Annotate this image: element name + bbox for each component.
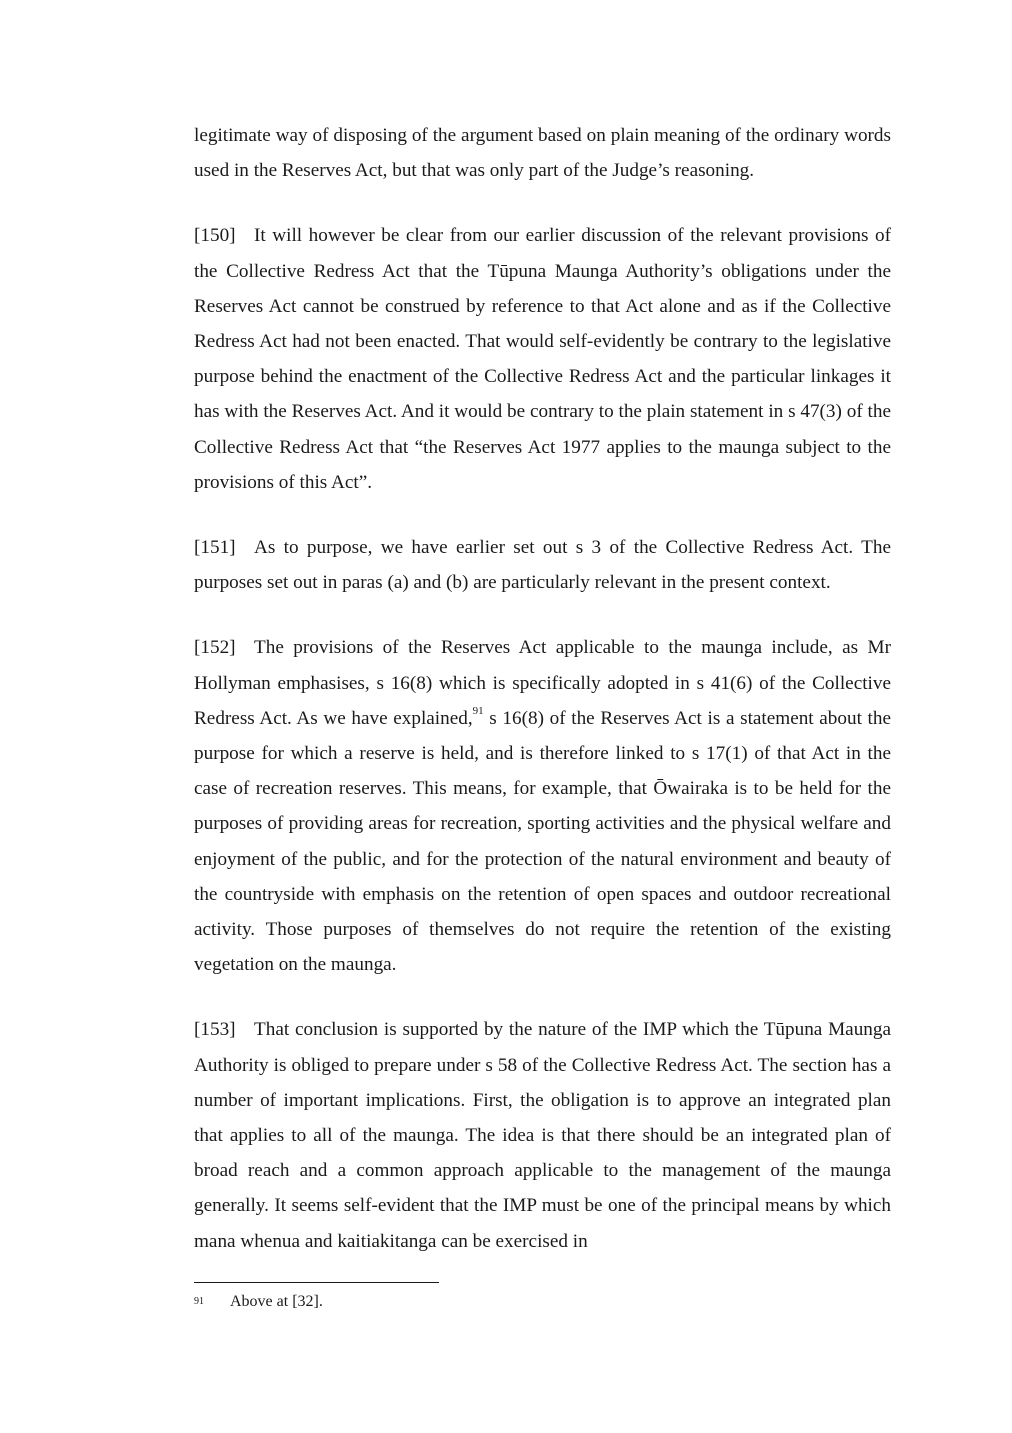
paragraph-151: [151] As to purpose, we have earlier set out s 3 of the Collective Redress Act. The purposes set out in paras (a) and (b) are particularly relevant in the present context. xyxy=(194,530,891,600)
paragraph-152: [152] The provisions of the Reserves Act applicable to the maunga include, as Mr Hollyman emphasises, s 16(8) which is specifically adopted in s 41(6) of the Collective Redress Act. As we have explained,$^{91}$ s 16(8) of the Reserves Act is a statement about the purpose for which a reserve is held, and is therefore linked to s 17(1) of that Act in the case of recreation reserves. This means, for example, that Ōwairaka is to be held for the purposes of providing areas for recreation, sporting activities and the physical welfare and enjoyment of the public, and for the protection of the natural environment and beauty of the countryside with emphasis on the retention of open spaces and outdoor recreational activity. Those purposes of themselves do not require the retention of the existing vegetation on the maunga. xyxy=(194,630,891,982)
paragraph-150: [150] It will however be clear from our earlier discussion of the relevant provisions of the Collective Redress Act that the Tūpuna Maunga Authority’s obligations under the Reserves Act cannot be construed by reference to that Act alone and as if the Collective Redress Act had not been enacted. That would self-evidently be contrary to the legislative purpose behind the enactment of the Collective Redress Act and the particular linkages it has with the Reserves Act. And it would be contrary to the plain statement in s 47(3) of the Collective Redress Act that “the Reserves Act 1977 applies to the maunga subject to the provisions of this Act”. xyxy=(194,218,891,500)
footnote-separator xyxy=(194,1282,439,1283)
footnote-reference[interactable]: 91 xyxy=(472,705,484,718)
paragraph-number: [151] xyxy=(194,537,236,559)
footnote-text: Above at [32]. xyxy=(230,1293,323,1310)
paragraph-number: [150] xyxy=(194,225,236,247)
document-body xyxy=(194,118,891,1259)
paragraph-153: [153] That conclusion is supported by the nature of the IMP which the Tūpuna Maunga Authority is obliged to prepare under s 58 of the Collective Redress Act. The section has a number of important implications. First, the obligation is to approve an integrated plan that applies to all of the maunga. The idea is that there should be an integrated plan of broad reach and a common approach applicable to the management of the maunga generally. It seems self-evident that the IMP must be one of the principal means by which mana whenua and kaitiakitanga can be exercised in xyxy=(194,1012,891,1258)
paragraph-number: [153] xyxy=(194,1019,236,1041)
paragraph-number: [152] xyxy=(194,637,236,659)
paragraph-continuation: legitimate way of disposing of the argument based on plain meaning of the ordinary words used in the Reserves Act, but that was only part of the Judge’s reasoning. xyxy=(194,125,891,182)
footnote-number: 91 xyxy=(194,1296,204,1307)
footnote xyxy=(194,1291,323,1313)
